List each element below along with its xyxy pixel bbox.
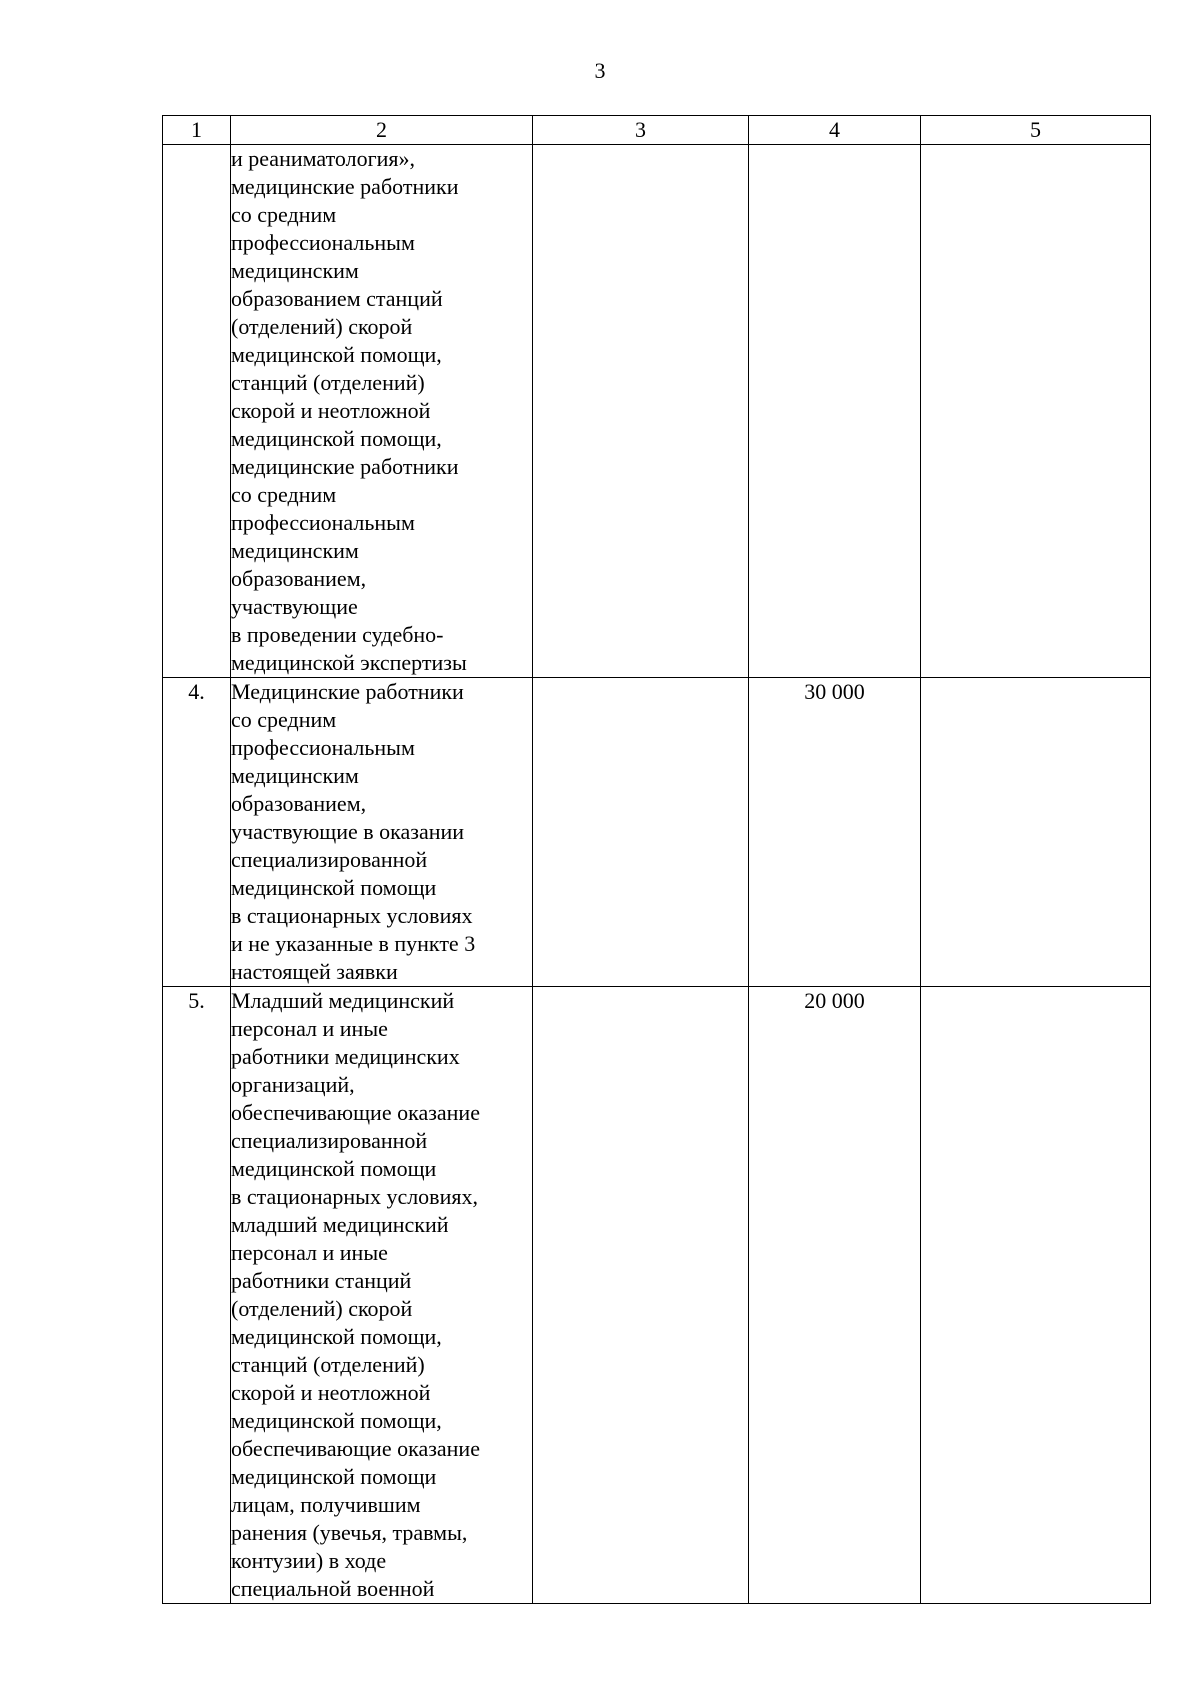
description-line: Медицинские работники: [231, 679, 464, 704]
value-cell-col3: [533, 987, 749, 1604]
description-line: в стационарных условиях: [231, 903, 473, 928]
description-line: младший медицинский: [231, 1212, 449, 1237]
description-line: медицинским: [231, 258, 359, 283]
description-line: работники станций: [231, 1268, 412, 1293]
value-cell-col5: [921, 145, 1151, 678]
column-header: 4: [749, 116, 921, 145]
description-line: образованием,: [231, 791, 367, 816]
description-line: ранения (увечья, травмы,: [231, 1520, 468, 1545]
table-row: [163, 678, 1151, 987]
document-table: [162, 115, 1151, 1604]
description-line: специальной военной: [231, 1576, 435, 1601]
row-number-cell: 5.: [163, 987, 231, 1604]
value-cell-col4: 30 000: [749, 678, 921, 987]
description-line: лицам, получившим: [231, 1492, 421, 1517]
row-number-cell: 4.: [163, 678, 231, 987]
description-line: в проведении судебно-: [231, 622, 444, 647]
description-line: персонал и иные: [231, 1240, 388, 1265]
description-line: обеспечивающие оказание: [231, 1100, 480, 1125]
value-cell-col3: [533, 145, 749, 678]
description-line: станций (отделений): [231, 1352, 425, 1377]
description-line: профессиональным: [231, 735, 415, 760]
description-line: медицинской помощи,: [231, 1324, 442, 1349]
column-header: 5: [921, 116, 1151, 145]
description-line: медицинской помощи,: [231, 342, 442, 367]
description-line: профессиональным: [231, 230, 415, 255]
description-line: медицинской помощи: [231, 1464, 437, 1489]
description-line: специализированной: [231, 1128, 428, 1153]
description-line: медицинским: [231, 763, 359, 788]
description-line: специализированной: [231, 847, 428, 872]
value-cell-col5: [921, 678, 1151, 987]
value-cell-col4: [749, 145, 921, 678]
description-line: и реаниматология»,: [231, 146, 416, 171]
description-line: медицинской помощи: [231, 875, 437, 900]
table-row: [163, 145, 1151, 678]
description-line: медицинской помощи,: [231, 426, 442, 451]
description-line: участвующие в оказании: [231, 819, 465, 844]
column-header: 2: [231, 116, 533, 145]
description-line: медицинской помощи: [231, 1156, 437, 1181]
description-line: и не указанные в пункте 3: [231, 931, 476, 956]
description-line: настоящей заявки: [231, 959, 398, 984]
value-cell-col4: 20 000: [749, 987, 921, 1604]
description-line: (отделений) скорой: [231, 314, 413, 339]
description-line: профессиональным: [231, 510, 415, 535]
description-line: персонал и иные: [231, 1016, 388, 1041]
description-line: Младший медицинский: [231, 988, 455, 1013]
description-line: контузии) в ходе: [231, 1548, 387, 1573]
description-line: со средним: [231, 482, 337, 507]
description-line: со средним: [231, 202, 337, 227]
description-line: медицинской помощи,: [231, 1408, 442, 1433]
description-line: организаций,: [231, 1072, 355, 1097]
description-line: скорой и неотложной: [231, 1380, 431, 1405]
description-line: образованием,: [231, 566, 367, 591]
description-line: скорой и неотложной: [231, 398, 431, 423]
description-line: участвующие: [231, 594, 358, 619]
description-line: (отделений) скорой: [231, 1296, 413, 1321]
description-line: в стационарных условиях,: [231, 1184, 478, 1209]
description-line: станций (отделений): [231, 370, 425, 395]
row-number-cell: [163, 145, 231, 678]
description-line: обеспечивающие оказание: [231, 1436, 480, 1461]
value-cell-col5: [921, 987, 1151, 1604]
value-cell-col3: [533, 678, 749, 987]
column-header: 3: [533, 116, 749, 145]
table-header-row: [163, 116, 1151, 145]
description-line: медицинские работники: [231, 174, 459, 199]
description-line: медицинской экспертизы: [231, 650, 467, 675]
description-line: работники медицинских: [231, 1044, 460, 1069]
page-number: 3: [594, 58, 606, 83]
description-cell: [231, 987, 533, 1604]
table-row: [163, 987, 1151, 1604]
description-cell: [231, 145, 533, 678]
column-header: 1: [163, 116, 231, 145]
description-cell: [231, 678, 533, 987]
description-line: со средним: [231, 707, 337, 732]
description-line: медицинские работники: [231, 454, 459, 479]
description-line: медицинским: [231, 538, 359, 563]
description-line: образованием станций: [231, 286, 443, 311]
